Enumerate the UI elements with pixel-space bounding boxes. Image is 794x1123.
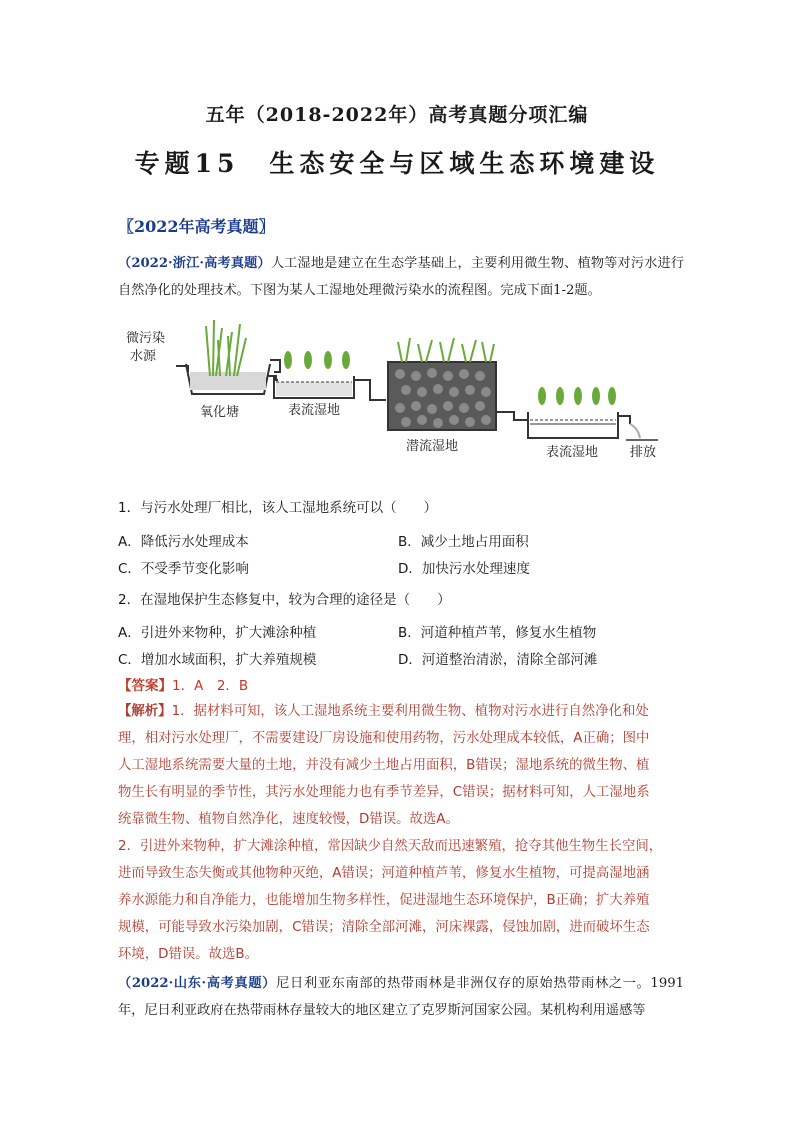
analysis-line: 养水源能力和自净能力，也能增加生物多样性，促进湿地生态环境保护，B正确；扩大养殖 [118,893,650,908]
question-1-option-c: C．不受季节变化影响 [118,561,249,577]
question-3-source: （2022·山东·高考真题） [118,976,277,991]
analysis-line: 人工湿地系统需要大量的土地，并没有减少土地占用面积，B错误；湿地系统的微生物、植 [118,758,650,773]
question-source: （2022·浙江·高考真题） [118,256,271,271]
plants-subsurface [398,338,494,362]
answer-tag: 【答案】 [118,678,172,694]
pond-water [190,372,266,390]
surface-wetland-2 [528,412,618,438]
plants-surface-2 [538,387,616,405]
answer [118,674,248,694]
label-pond: 氧化塘 [200,405,240,420]
analysis-line: 理，相对污水处理厂，不需要建设厂房设施和使用药物，污水处理成本较低，A正确；图中 [118,731,650,746]
question-2-option-a: A．引进外来物种，扩大滩涂种植 [118,625,317,641]
analysis-line: 物生长有明显的季节性，其污水处理能力也有季节差异，C错误；据材料可知，人工湿地系 [118,785,650,800]
question-2-option-c: C．增加水域面积，扩大养殖规模 [118,652,317,668]
wetland-flow-diagram [118,316,658,466]
reed-plants [206,320,246,376]
question-3-text: 尼日利亚东南部的热带雨林是非洲仅存的原始热带雨林之一。1991年，尼日利亚政府在热带雨林存量较大的地区建立了克罗斯河国家公园。某机构利用遥感等 [118,976,684,1018]
analysis-line: 统靠微生物、植物自然净化，速度较慢，D错误。故选A。 [118,812,459,827]
question-2-option-b: B．河道种植芦苇，修复水生植物 [398,625,597,641]
label-discharge: 排放 [630,445,657,460]
question-1-option-b: B．减少土地占用面积 [398,534,529,550]
question-intro [118,250,684,304]
label-source2: 水源 [130,349,157,364]
question-3-intro [118,970,684,1024]
label-subsurface: 潜流湿地 [406,439,459,454]
intro-text: 人工湿地是建立在生态学基础上，主要利用微生物、植物等对污水进行自然净化的处理技术。下图为某人工湿地处理微污染水的流程图。完成下面1-2题。 [118,256,685,298]
analysis-line: 【解析】1．据材料可知，该人工湿地系统主要利用微生物、植物对污水进行自然净化和处 [118,704,649,719]
outlet-pipe [618,416,630,424]
document-title: 五年（2018-2022年）高考真题分项汇编 [205,104,589,126]
question-2-stem: 2．在湿地保护生态修复中，较为合理的途径是（ ） [118,592,451,608]
label-surface-2: 表流湿地 [546,445,599,460]
question-2-option-d: D．河道整治清淤，清除全部河滩 [398,652,598,668]
analysis-line: 环境，D错误。故选B。 [118,947,259,962]
label-source: 微污染 [126,331,166,346]
pipe-2 [354,380,386,400]
topic-title: 专题15 生态安全与区域生态环境建设 [134,149,660,178]
plants-surface-1 [284,351,350,369]
analysis [118,698,680,968]
analysis-line: 2．引进外来物种，扩大滩涂种植，常因缺少自然天敌而迅速繁殖，抢夺其他生物生长空间， [118,839,663,854]
analysis-tag: 【解析】 [118,704,172,719]
label-surface-1: 表流湿地 [288,403,341,418]
pipe-3 [496,412,528,420]
question-1-stem: 1．与污水处理厂相比，该人工湿地系统可以（ ） [118,500,438,516]
analysis-line: 规模，可能导致水污染加剧，C错误；清除全部河滩，河床裸露，侵蚀加剧，进而破坏生态 [118,920,650,935]
pipe-1 [270,360,280,372]
question-1-option-a: A．降低污水处理成本 [118,534,249,550]
answer-text: 1．A 2．B [172,678,249,694]
analysis-line: 进而导致生态失衡或其他物种灭绝，A错误；河道种植芦苇，修复水生植物，可提高湿地涵 [118,866,650,881]
question-1-option-d: D．加快污水处理速度 [398,561,530,577]
section-heading: 〖2022年高考真题〗 [118,217,275,236]
